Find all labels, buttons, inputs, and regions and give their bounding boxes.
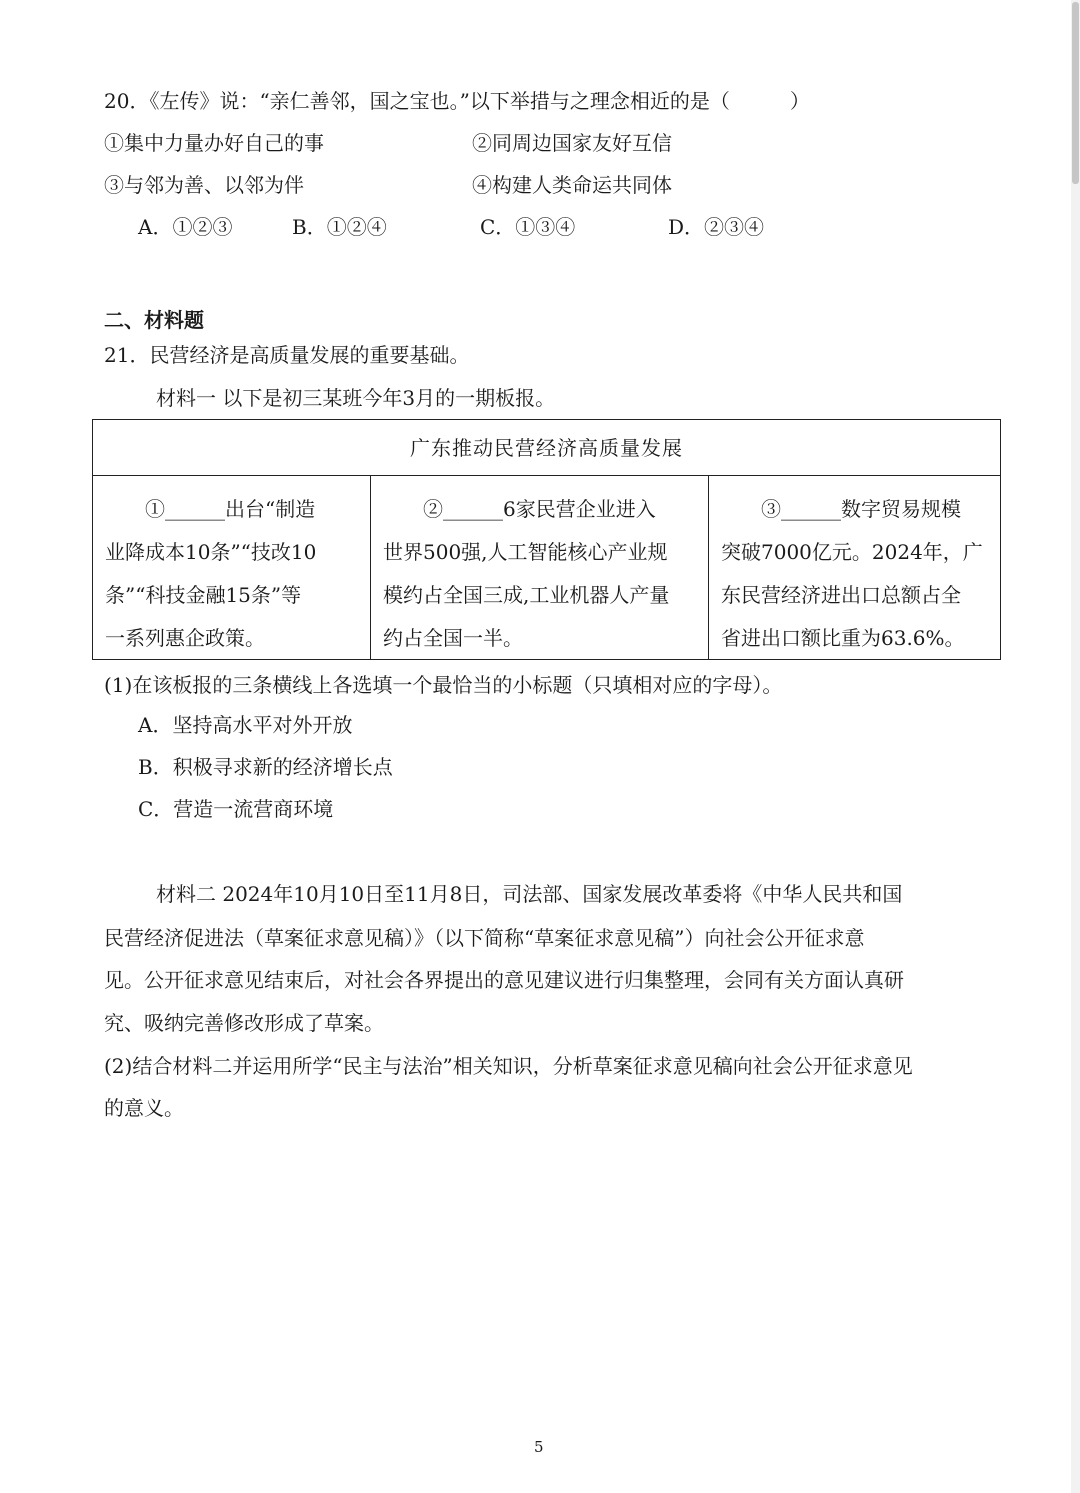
material2-line: 材料二 2024年10月10日至11月8日，司法部、国家发展改革委将《中华人民共和国	[156, 882, 903, 906]
table-title: 广东推动民营经济高质量发展	[93, 420, 1000, 476]
sub-question-2-line: 的意义。	[104, 1096, 184, 1120]
material1-intro: 材料一 以下是初三某班今年3月的一期板报。	[156, 386, 556, 410]
cell2-line: 世界500强,人工智能核心产业规	[383, 540, 668, 564]
option-a: A．坚持高水平对外开放	[138, 713, 353, 737]
cell1-line: 业降成本10条”“技改10	[105, 540, 317, 564]
cell2-line: 模约占全国三成,工业机器人产量	[383, 583, 670, 607]
q20-choice-b: B．①②④	[292, 215, 387, 239]
q20-choice-d: D．②③④	[668, 215, 765, 239]
page-number: 5	[534, 1438, 544, 1456]
table-cell-1	[93, 476, 371, 659]
table-cell-2	[371, 476, 709, 659]
section-title: 二、材料题	[104, 308, 204, 332]
q20-option-2: ②同周边国家友好互信	[472, 131, 672, 155]
cell2-line: ②______6家民营企业进入	[423, 497, 656, 521]
q21-stem: 21．民营经济是高质量发展的重要基础。	[104, 343, 470, 367]
option-c: C．营造一流营商环境	[138, 797, 334, 821]
q20-option-4: ④构建人类命运共同体	[472, 173, 672, 197]
cell1-line: 条”“科技金融15条”等	[105, 583, 302, 607]
sub-question-2-line: (2)结合材料二并运用所学“民主与法治”相关知识，分析草案征求意见稿向社会公开征求意见	[104, 1054, 913, 1078]
option-b: B．积极寻求新的经济增长点	[138, 755, 393, 779]
q20-choice-a: A．①②③	[138, 215, 233, 239]
scrollbar[interactable]	[1071, 0, 1080, 1493]
cell3-line: ③______数字贸易规模	[761, 497, 961, 521]
cell3-line: 东民营经济进出口总额占全	[721, 583, 961, 607]
cell3-line: 省进出口额比重为63.6%。	[721, 626, 965, 650]
scroll-thumb[interactable]	[1072, 2, 1079, 184]
table-cell-3	[709, 476, 1000, 659]
cell2-line: 约占全国一半。	[383, 626, 523, 650]
sub-question-1: (1)在该板报的三条横线上各选填一个最恰当的小标题（只填相对应的字母）。	[104, 673, 783, 697]
cell3-line: 突破7000亿元。2024年，广	[721, 540, 983, 564]
q20-choice-c: C．①③④	[480, 215, 576, 239]
material2-line: 民营经济促进法（草案征求意见稿）》（以下简称“草案征求意见稿”）向社会公开征求意	[104, 926, 865, 950]
q20-option-3: ③与邻为善、以邻为伴	[104, 173, 304, 197]
q20-stem: 20．《左传》说：“亲仁善邻，国之宝也。”以下举措与之理念相近的是（ ）	[104, 89, 810, 113]
q20-option-1: ①集中力量办好自己的事	[104, 131, 324, 155]
material2-line: 见。公开征求意见结束后，对社会各界提出的意见建议进行归集整理，会同有关方面认真研	[104, 968, 904, 992]
material2-line: 究、吸纳完善修改形成了草案。	[104, 1011, 384, 1035]
blackboard-table	[92, 419, 1001, 660]
cell1-line: 一系列惠企政策。	[105, 626, 265, 650]
cell1-line: ①______出台“制造	[145, 497, 316, 521]
